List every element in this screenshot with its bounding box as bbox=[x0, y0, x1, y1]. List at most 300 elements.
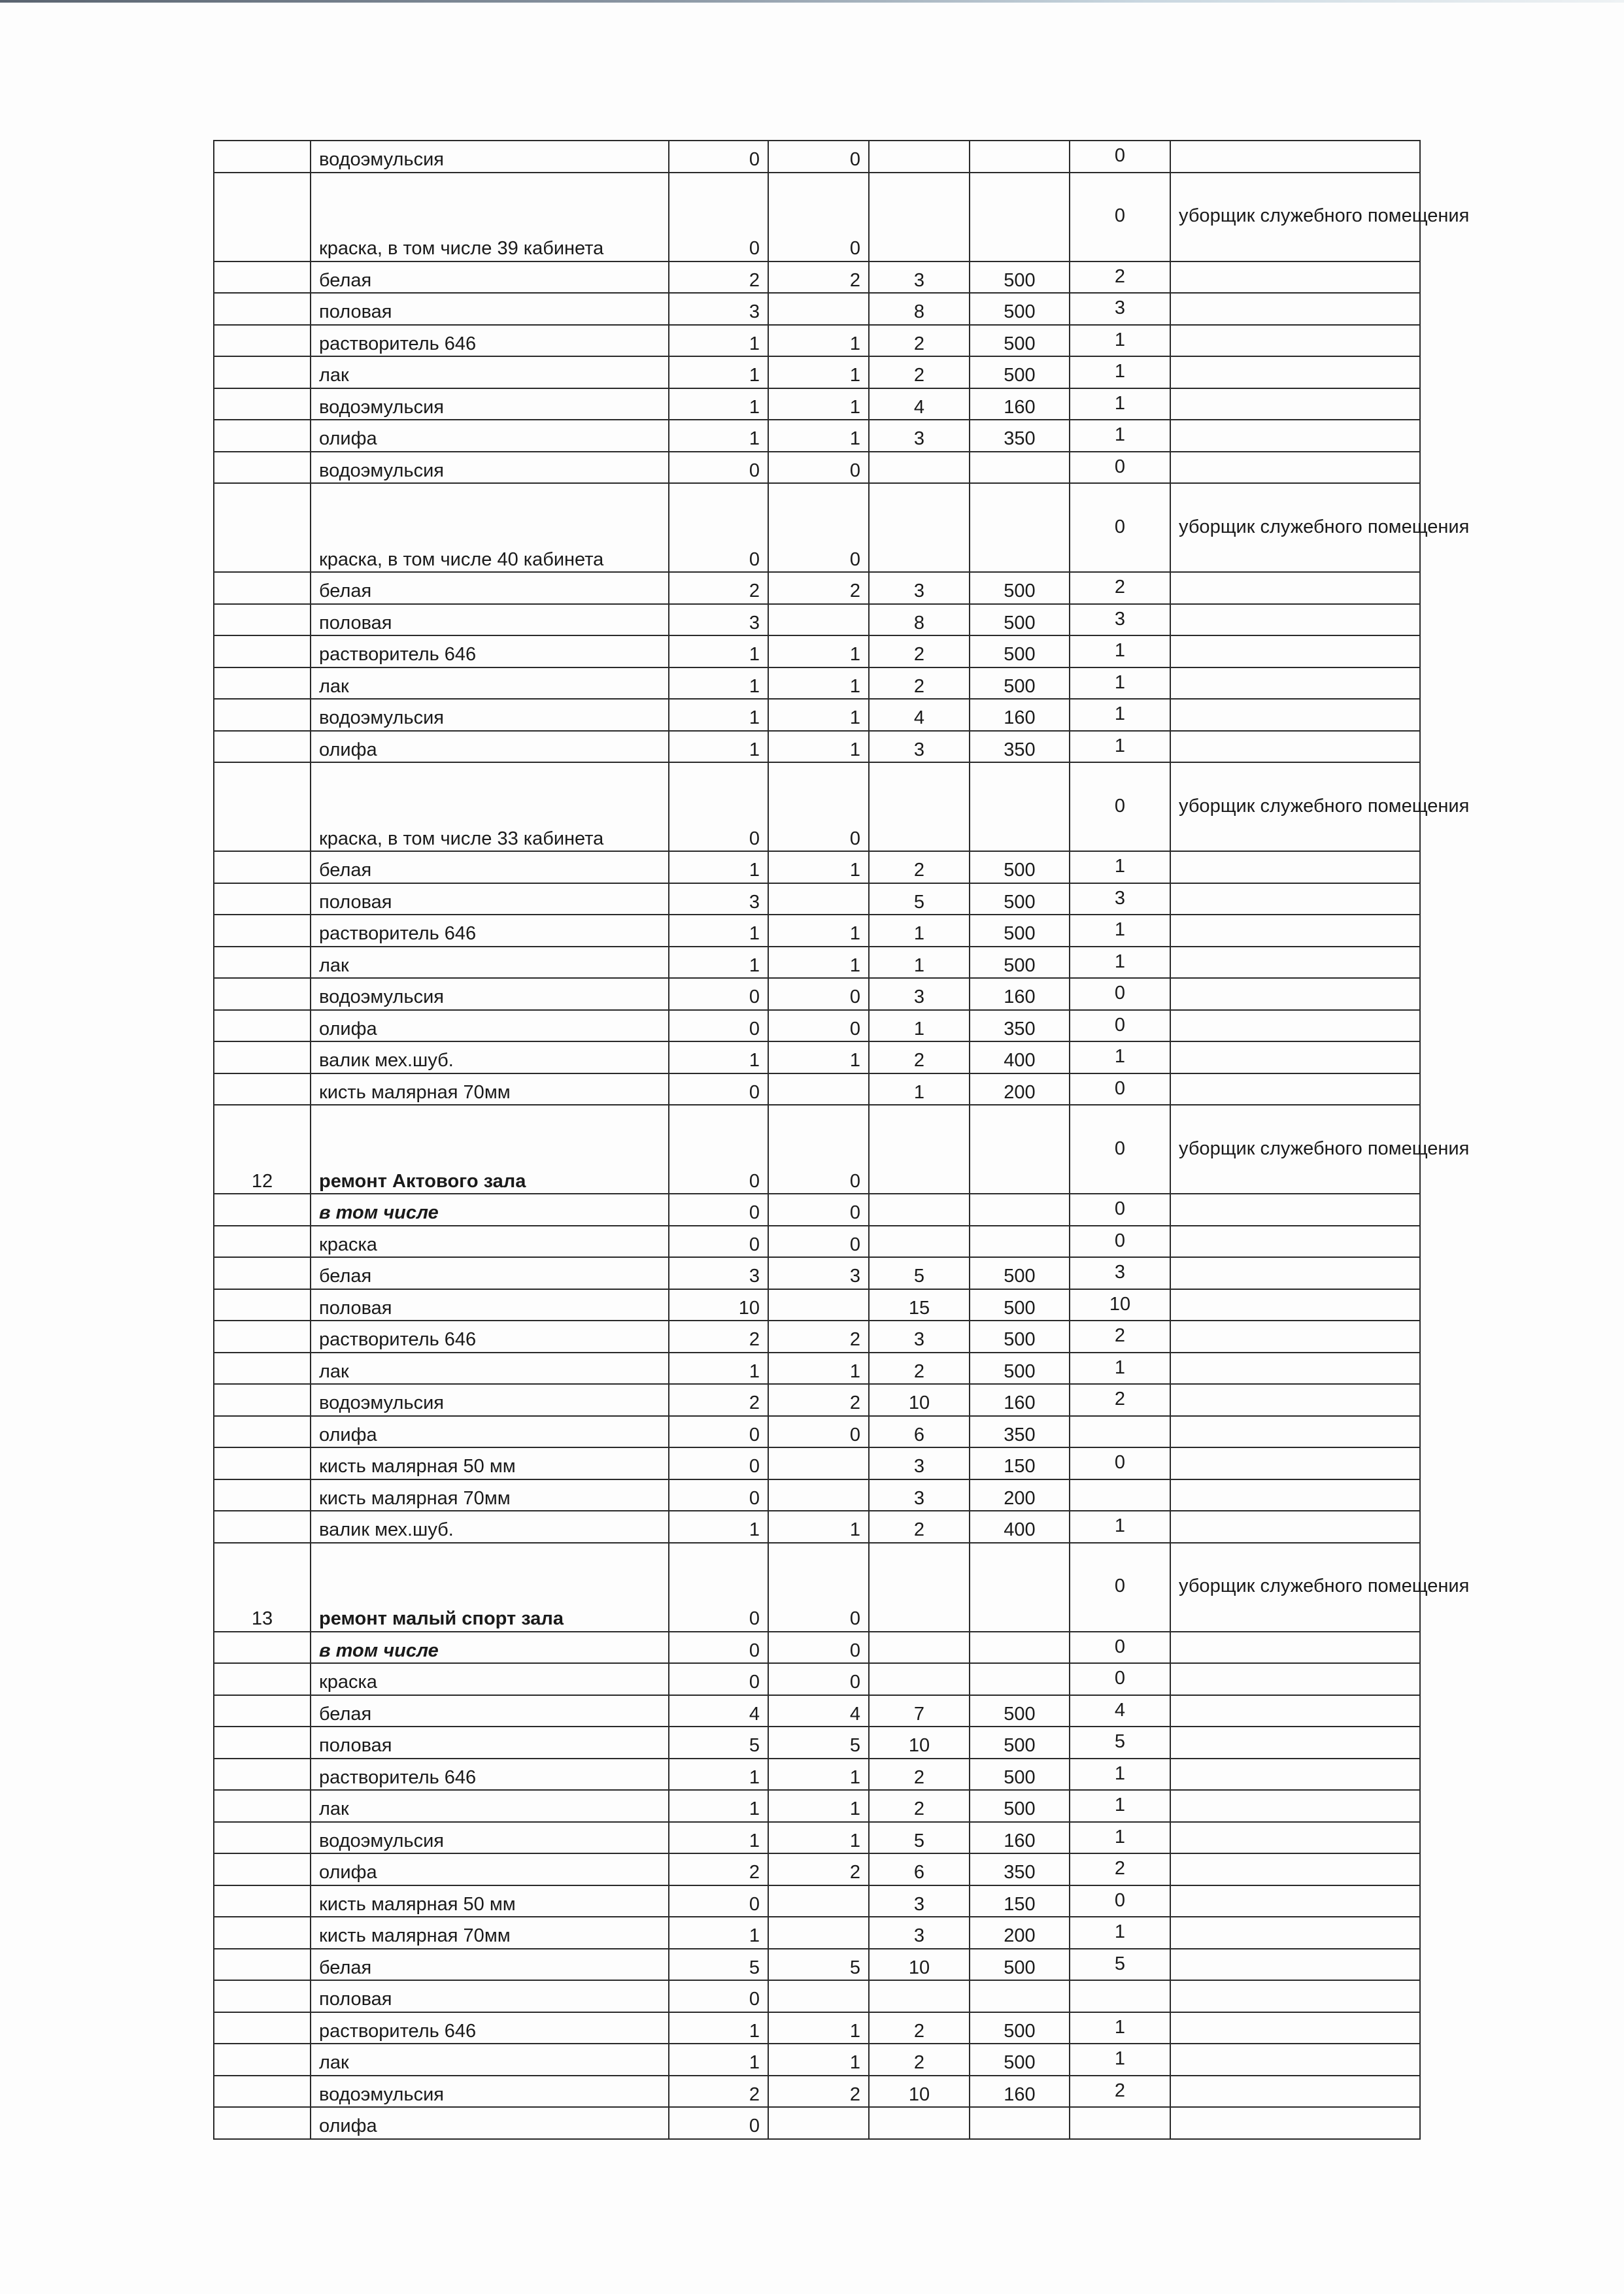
qty-cell: 0 bbox=[768, 1194, 869, 1226]
responsible-cell bbox=[1170, 1010, 1420, 1042]
qty-cell bbox=[768, 883, 869, 915]
price-cell: 500 bbox=[970, 1353, 1070, 1385]
qty-cell: 1 bbox=[669, 1353, 768, 1385]
price-cell bbox=[970, 452, 1070, 484]
amount-cell: 1 bbox=[1070, 1511, 1170, 1543]
responsible-cell bbox=[1170, 572, 1420, 604]
qty-cell: 0 bbox=[768, 141, 869, 173]
price-cell bbox=[970, 141, 1070, 173]
item-name-cell: краска bbox=[311, 1226, 669, 1258]
price-cell: 500 bbox=[970, 572, 1070, 604]
qty-cell: 1 bbox=[768, 388, 869, 420]
count-cell bbox=[869, 2107, 970, 2139]
amount-cell: 0 bbox=[1070, 1543, 1170, 1632]
row-number-cell bbox=[214, 699, 311, 731]
amount-cell: 1 bbox=[1070, 635, 1170, 667]
responsible-cell bbox=[1170, 1885, 1420, 1917]
item-name-cell: половая bbox=[311, 883, 669, 915]
table-row bbox=[214, 1949, 1420, 1981]
item-name-cell: растворитель 646 bbox=[311, 915, 669, 947]
item-name-cell: белая bbox=[311, 1949, 669, 1981]
count-cell: 3 bbox=[869, 1447, 970, 1479]
qty-cell: 1 bbox=[669, 851, 768, 883]
count-cell: 10 bbox=[869, 2076, 970, 2108]
responsible-cell bbox=[1170, 1663, 1420, 1695]
item-name-cell: олифа bbox=[311, 420, 669, 452]
table-row bbox=[214, 1353, 1420, 1385]
count-cell: 10 bbox=[869, 1949, 970, 1981]
row-number-cell bbox=[214, 1416, 311, 1448]
responsible-cell bbox=[1170, 1980, 1420, 2012]
count-cell: 15 bbox=[869, 1289, 970, 1321]
price-cell: 500 bbox=[970, 1321, 1070, 1353]
item-name-cell: лак bbox=[311, 1353, 669, 1385]
responsible-cell bbox=[1170, 1289, 1420, 1321]
amount-cell: 1 bbox=[1070, 388, 1170, 420]
table-row bbox=[214, 699, 1420, 731]
count-cell bbox=[869, 452, 970, 484]
qty-cell: 3 bbox=[669, 883, 768, 915]
qty-cell bbox=[768, 293, 869, 325]
amount-cell: 1 bbox=[1070, 420, 1170, 452]
count-cell: 2 bbox=[869, 325, 970, 357]
table-row bbox=[214, 1479, 1420, 1511]
price-cell bbox=[970, 1194, 1070, 1226]
price-cell: 160 bbox=[970, 978, 1070, 1010]
count-cell: 2 bbox=[869, 2044, 970, 2076]
count-cell: 3 bbox=[869, 572, 970, 604]
amount-cell: 1 bbox=[1070, 1041, 1170, 1073]
qty-cell: 5 bbox=[768, 1727, 869, 1759]
qty-cell: 2 bbox=[669, 2076, 768, 2108]
count-cell bbox=[869, 1632, 970, 1664]
table-row bbox=[214, 1289, 1420, 1321]
amount-cell: 4 bbox=[1070, 1695, 1170, 1727]
row-number-cell bbox=[214, 1353, 311, 1385]
price-cell: 350 bbox=[970, 1416, 1070, 1448]
qty-cell bbox=[768, 604, 869, 636]
qty-cell bbox=[768, 1980, 869, 2012]
responsible-cell bbox=[1170, 1822, 1420, 1854]
qty-cell: 1 bbox=[768, 699, 869, 731]
count-cell bbox=[869, 1226, 970, 1258]
count-cell: 3 bbox=[869, 1917, 970, 1949]
item-name-cell: водоэмульсия bbox=[311, 2076, 669, 2108]
item-name-cell: краска, в том числе 39 кабинета bbox=[311, 173, 669, 261]
row-number-cell bbox=[214, 1949, 311, 1981]
table-row bbox=[214, 915, 1420, 947]
item-name-cell: олифа bbox=[311, 1853, 669, 1885]
table-row bbox=[214, 1321, 1420, 1353]
price-cell bbox=[970, 1105, 1070, 1194]
responsible-cell bbox=[1170, 1447, 1420, 1479]
table-row bbox=[214, 883, 1420, 915]
amount-cell: 0 bbox=[1070, 1663, 1170, 1695]
qty-cell: 0 bbox=[768, 1632, 869, 1664]
price-cell bbox=[970, 483, 1070, 572]
qty-cell: 0 bbox=[669, 1885, 768, 1917]
qty-cell: 0 bbox=[768, 1663, 869, 1695]
item-name-cell: ремонт малый спорт зала bbox=[311, 1543, 669, 1632]
table-row bbox=[214, 173, 1420, 261]
responsible-cell bbox=[1170, 356, 1420, 388]
qty-cell: 0 bbox=[669, 141, 768, 173]
item-name-cell: в том числе bbox=[311, 1194, 669, 1226]
amount-cell: 1 bbox=[1070, 947, 1170, 979]
qty-cell bbox=[768, 1885, 869, 1917]
row-number-cell bbox=[214, 1479, 311, 1511]
row-number-cell bbox=[214, 1980, 311, 2012]
qty-cell: 2 bbox=[669, 1321, 768, 1353]
count-cell bbox=[869, 1105, 970, 1194]
item-name-cell: растворитель 646 bbox=[311, 2012, 669, 2044]
price-cell: 500 bbox=[970, 1695, 1070, 1727]
row-number-cell bbox=[214, 762, 311, 851]
responsible-cell bbox=[1170, 1853, 1420, 1885]
responsible-cell bbox=[1170, 1511, 1420, 1543]
table-row bbox=[214, 1790, 1420, 1822]
count-cell: 4 bbox=[869, 388, 970, 420]
item-name-cell: валик мех.шуб. bbox=[311, 1041, 669, 1073]
table-body bbox=[214, 141, 1470, 2139]
amount-cell: 2 bbox=[1070, 1853, 1170, 1885]
row-number-cell bbox=[214, 1194, 311, 1226]
item-name-cell: водоэмульсия bbox=[311, 388, 669, 420]
row-number-cell bbox=[214, 1447, 311, 1479]
item-name-cell: кисть малярная 70мм bbox=[311, 1479, 669, 1511]
amount-cell: 5 bbox=[1070, 1949, 1170, 1981]
item-name-cell: кисть малярная 50 мм bbox=[311, 1447, 669, 1479]
price-cell: 500 bbox=[970, 2012, 1070, 2044]
amount-cell: 0 bbox=[1070, 1010, 1170, 1042]
item-name-cell: ремонт Актового зала bbox=[311, 1105, 669, 1194]
row-number-cell bbox=[214, 483, 311, 572]
price-cell: 400 bbox=[970, 1041, 1070, 1073]
item-name-cell: кисть малярная 50 мм bbox=[311, 1885, 669, 1917]
qty-cell: 1 bbox=[669, 731, 768, 763]
qty-cell: 0 bbox=[669, 1226, 768, 1258]
qty-cell: 2 bbox=[768, 261, 869, 294]
responsible-cell bbox=[1170, 2107, 1420, 2139]
qty-cell: 1 bbox=[768, 325, 869, 357]
count-cell: 3 bbox=[869, 261, 970, 294]
row-number-cell bbox=[214, 1010, 311, 1042]
responsible-cell bbox=[1170, 1384, 1420, 1416]
qty-cell: 0 bbox=[768, 173, 869, 261]
responsible-cell bbox=[1170, 1695, 1420, 1727]
qty-cell: 1 bbox=[669, 699, 768, 731]
item-name-cell: белая bbox=[311, 572, 669, 604]
table-row bbox=[214, 1632, 1420, 1664]
amount-cell: 2 bbox=[1070, 2076, 1170, 2108]
responsible-cell bbox=[1170, 261, 1420, 294]
responsible-cell bbox=[1170, 1321, 1420, 1353]
table-row bbox=[214, 325, 1420, 357]
item-name-cell: половая bbox=[311, 293, 669, 325]
item-name-cell: растворитель 646 bbox=[311, 1321, 669, 1353]
price-cell bbox=[970, 1543, 1070, 1632]
price-cell: 500 bbox=[970, 261, 1070, 294]
item-name-cell: растворитель 646 bbox=[311, 635, 669, 667]
price-cell: 500 bbox=[970, 1289, 1070, 1321]
qty-cell: 1 bbox=[669, 2044, 768, 2076]
price-cell: 160 bbox=[970, 1384, 1070, 1416]
amount-cell: 1 bbox=[1070, 356, 1170, 388]
table-row bbox=[214, 604, 1420, 636]
count-cell bbox=[869, 1194, 970, 1226]
price-cell: 500 bbox=[970, 1759, 1070, 1791]
row-number-cell bbox=[214, 915, 311, 947]
item-name-cell: кисть малярная 70мм bbox=[311, 1073, 669, 1105]
responsible-cell bbox=[1170, 2076, 1420, 2108]
count-cell bbox=[869, 141, 970, 173]
count-cell bbox=[869, 762, 970, 851]
amount-cell: 1 bbox=[1070, 1822, 1170, 1854]
row-number-cell: 12 bbox=[214, 1105, 311, 1194]
qty-cell: 1 bbox=[669, 947, 768, 979]
responsible-cell bbox=[1170, 604, 1420, 636]
qty-cell: 0 bbox=[768, 483, 869, 572]
table-row bbox=[214, 483, 1420, 572]
row-number-cell bbox=[214, 1790, 311, 1822]
count-cell: 3 bbox=[869, 1321, 970, 1353]
amount-cell: 1 bbox=[1070, 2044, 1170, 2076]
row-number-cell bbox=[214, 851, 311, 883]
count-cell: 4 bbox=[869, 699, 970, 731]
row-number-cell bbox=[214, 1384, 311, 1416]
price-cell bbox=[970, 1226, 1070, 1258]
qty-cell: 0 bbox=[669, 1543, 768, 1632]
amount-cell: 1 bbox=[1070, 667, 1170, 700]
qty-cell: 1 bbox=[768, 947, 869, 979]
count-cell: 3 bbox=[869, 731, 970, 763]
qty-cell: 2 bbox=[768, 1384, 869, 1416]
price-cell: 500 bbox=[970, 2044, 1070, 2076]
table-row bbox=[214, 1695, 1420, 1727]
amount-cell: 1 bbox=[1070, 731, 1170, 763]
qty-cell bbox=[768, 1289, 869, 1321]
qty-cell: 1 bbox=[669, 915, 768, 947]
count-cell: 7 bbox=[869, 1695, 970, 1727]
price-cell: 350 bbox=[970, 1853, 1070, 1885]
price-cell: 500 bbox=[970, 1727, 1070, 1759]
table-row bbox=[214, 731, 1420, 763]
row-number-cell bbox=[214, 731, 311, 763]
responsible-cell: уборщик служебного помещения bbox=[1170, 762, 1420, 851]
responsible-cell bbox=[1170, 667, 1420, 700]
amount-cell: 0 bbox=[1070, 1073, 1170, 1105]
table-row bbox=[214, 1226, 1420, 1258]
table-row bbox=[214, 1257, 1420, 1289]
price-cell: 500 bbox=[970, 356, 1070, 388]
count-cell bbox=[869, 1663, 970, 1695]
responsible-cell bbox=[1170, 851, 1420, 883]
qty-cell: 0 bbox=[669, 1194, 768, 1226]
qty-cell: 1 bbox=[768, 1353, 869, 1385]
amount-cell: 0 bbox=[1070, 978, 1170, 1010]
qty-cell: 1 bbox=[768, 1790, 869, 1822]
amount-cell: 0 bbox=[1070, 1447, 1170, 1479]
count-cell: 5 bbox=[869, 1257, 970, 1289]
table-row bbox=[214, 1543, 1420, 1632]
qty-cell: 1 bbox=[768, 1511, 869, 1543]
item-name-cell: водоэмульсия bbox=[311, 978, 669, 1010]
table-row bbox=[214, 572, 1420, 604]
table-row bbox=[214, 2012, 1420, 2044]
count-cell: 1 bbox=[869, 1073, 970, 1105]
responsible-cell bbox=[1170, 1917, 1420, 1949]
count-cell: 2 bbox=[869, 1790, 970, 1822]
responsible-cell bbox=[1170, 1257, 1420, 1289]
item-name-cell: лак bbox=[311, 2044, 669, 2076]
table-row bbox=[214, 1853, 1420, 1885]
qty-cell: 4 bbox=[669, 1695, 768, 1727]
responsible-cell bbox=[1170, 1073, 1420, 1105]
row-number-cell bbox=[214, 1727, 311, 1759]
count-cell: 1 bbox=[869, 947, 970, 979]
qty-cell: 0 bbox=[669, 1663, 768, 1695]
amount-cell: 1 bbox=[1070, 851, 1170, 883]
item-name-cell: водоэмульсия bbox=[311, 452, 669, 484]
responsible-cell bbox=[1170, 915, 1420, 947]
row-number-cell bbox=[214, 293, 311, 325]
qty-cell: 0 bbox=[669, 452, 768, 484]
count-cell: 2 bbox=[869, 1353, 970, 1385]
qty-cell: 4 bbox=[768, 1695, 869, 1727]
row-number-cell bbox=[214, 572, 311, 604]
qty-cell: 0 bbox=[669, 2107, 768, 2139]
row-number-cell bbox=[214, 978, 311, 1010]
price-cell: 500 bbox=[970, 883, 1070, 915]
price-cell: 150 bbox=[970, 1885, 1070, 1917]
qty-cell bbox=[768, 1447, 869, 1479]
qty-cell: 0 bbox=[669, 978, 768, 1010]
table-row bbox=[214, 1917, 1420, 1949]
item-name-cell: растворитель 646 bbox=[311, 1759, 669, 1791]
responsible-cell bbox=[1170, 1949, 1420, 1981]
row-number-cell bbox=[214, 1885, 311, 1917]
row-number-cell bbox=[214, 1257, 311, 1289]
table-row bbox=[214, 667, 1420, 700]
qty-cell: 1 bbox=[768, 2044, 869, 2076]
qty-cell: 2 bbox=[768, 1853, 869, 1885]
amount-cell: 3 bbox=[1070, 1257, 1170, 1289]
table-row bbox=[214, 1447, 1420, 1479]
qty-cell: 1 bbox=[669, 635, 768, 667]
table-row bbox=[214, 1105, 1420, 1194]
qty-cell: 0 bbox=[669, 173, 768, 261]
table-row bbox=[214, 1073, 1420, 1105]
amount-cell: 1 bbox=[1070, 699, 1170, 731]
table-row bbox=[214, 1010, 1420, 1042]
row-number-cell bbox=[214, 947, 311, 979]
item-name-cell: растворитель 646 bbox=[311, 325, 669, 357]
count-cell: 8 bbox=[869, 293, 970, 325]
count-cell: 1 bbox=[869, 915, 970, 947]
qty-cell: 0 bbox=[669, 1010, 768, 1042]
amount-cell bbox=[1070, 1980, 1170, 2012]
item-name-cell: половая bbox=[311, 604, 669, 636]
row-number-cell bbox=[214, 325, 311, 357]
qty-cell: 1 bbox=[669, 1511, 768, 1543]
item-name-cell: краска, в том числе 40 кабинета bbox=[311, 483, 669, 572]
responsible-cell bbox=[1170, 420, 1420, 452]
price-cell: 160 bbox=[970, 388, 1070, 420]
price-cell: 500 bbox=[970, 667, 1070, 700]
responsible-cell bbox=[1170, 1759, 1420, 1791]
qty-cell: 1 bbox=[768, 1822, 869, 1854]
amount-cell: 0 bbox=[1070, 1105, 1170, 1194]
qty-cell: 3 bbox=[669, 293, 768, 325]
qty-cell: 0 bbox=[669, 1447, 768, 1479]
price-cell: 500 bbox=[970, 1949, 1070, 1981]
item-name-cell: олифа bbox=[311, 2107, 669, 2139]
qty-cell: 2 bbox=[669, 261, 768, 294]
qty-cell: 0 bbox=[768, 978, 869, 1010]
qty-cell: 0 bbox=[669, 1479, 768, 1511]
count-cell: 6 bbox=[869, 1416, 970, 1448]
item-name-cell: водоэмульсия bbox=[311, 699, 669, 731]
row-number-cell bbox=[214, 2012, 311, 2044]
responsible-cell bbox=[1170, 1194, 1420, 1226]
scan-top-edge bbox=[0, 0, 1624, 3]
amount-cell: 0 bbox=[1070, 1194, 1170, 1226]
row-number-cell bbox=[214, 2107, 311, 2139]
amount-cell: 0 bbox=[1070, 483, 1170, 572]
price-cell bbox=[970, 173, 1070, 261]
qty-cell: 0 bbox=[669, 1632, 768, 1664]
row-number-cell bbox=[214, 1759, 311, 1791]
amount-cell: 1 bbox=[1070, 325, 1170, 357]
row-number-cell bbox=[214, 1321, 311, 1353]
amount-cell: 1 bbox=[1070, 1790, 1170, 1822]
table-row bbox=[214, 1384, 1420, 1416]
responsible-cell bbox=[1170, 699, 1420, 731]
row-number-cell bbox=[214, 883, 311, 915]
qty-cell: 1 bbox=[669, 356, 768, 388]
row-number-cell bbox=[214, 2076, 311, 2108]
qty-cell: 1 bbox=[669, 2012, 768, 2044]
qty-cell: 5 bbox=[669, 1949, 768, 1981]
count-cell: 5 bbox=[869, 883, 970, 915]
amount-cell: 1 bbox=[1070, 1759, 1170, 1791]
row-number-cell bbox=[214, 1073, 311, 1105]
responsible-cell bbox=[1170, 293, 1420, 325]
qty-cell: 0 bbox=[669, 483, 768, 572]
price-cell bbox=[970, 2107, 1070, 2139]
qty-cell: 2 bbox=[768, 2076, 869, 2108]
qty-cell: 0 bbox=[768, 762, 869, 851]
row-number-cell bbox=[214, 452, 311, 484]
qty-cell: 1 bbox=[768, 915, 869, 947]
price-cell: 500 bbox=[970, 851, 1070, 883]
responsible-cell bbox=[1170, 1416, 1420, 1448]
responsible-cell bbox=[1170, 2012, 1420, 2044]
table-row bbox=[214, 1727, 1420, 1759]
table-row bbox=[214, 2076, 1420, 2108]
count-cell: 3 bbox=[869, 420, 970, 452]
responsible-cell: уборщик служебного помещения bbox=[1170, 483, 1420, 572]
amount-cell: 1 bbox=[1070, 1353, 1170, 1385]
count-cell: 2 bbox=[869, 667, 970, 700]
row-number-cell bbox=[214, 173, 311, 261]
table-row bbox=[214, 762, 1420, 851]
item-name-cell: белая bbox=[311, 261, 669, 294]
qty-cell: 5 bbox=[768, 1949, 869, 1981]
responsible-cell bbox=[1170, 325, 1420, 357]
amount-cell: 2 bbox=[1070, 1384, 1170, 1416]
qty-cell: 1 bbox=[768, 1759, 869, 1791]
